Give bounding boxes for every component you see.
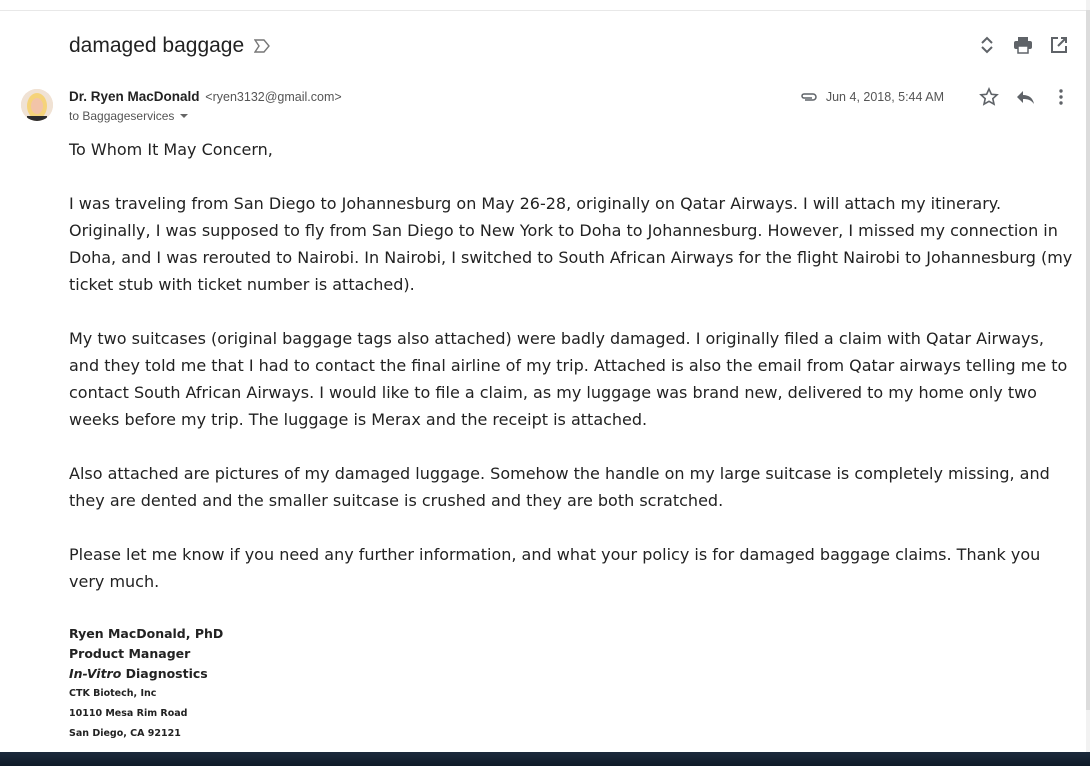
message-meta <box>784 86 1072 108</box>
signature-name: Ryen MacDonald, PhD <box>69 626 224 641</box>
message-date: Jun 4, 2018, 5:44 AM <box>825 90 944 104</box>
body-paragraph-2: My two suitcases (original baggage tags also attached) were badly damaged. I originally filed a claim with Qatar Airways, and they told me that I had to contact the final airline of my trip. Attached is also the email from Qatar airways telling me to contact South African Airways. I would like to file a claim, as my luggage was brand new, delivered to my home only two weeks before my trip. The luggage is Merax and the receipt is attached. <box>69 329 1068 429</box>
label-important-icon[interactable] <box>254 37 272 55</box>
signature-department-rest: Diagnostics <box>121 666 208 681</box>
greeting: To Whom It May Concern, <box>69 140 273 159</box>
sender-name[interactable]: Dr. Ryen MacDonald <box>69 89 200 104</box>
recipient-line[interactable] <box>69 109 342 123</box>
body-paragraph-4: Please let me know if you need any further information, and what your policy is for damaged baggage claims. Thank you very much. <box>69 545 1041 591</box>
more-vert-icon[interactable] <box>1050 86 1072 108</box>
unfold-icon[interactable] <box>976 34 998 56</box>
taskbar-strip <box>0 752 1090 766</box>
body-paragraph-3: Also attached are pictures of my damaged luggage. Somehow the handle on my large suitcase is completely missing, and they are dented and the smaller suitcase is crushed and they are both scratched. <box>69 464 1050 510</box>
body-paragraph-1: I was traveling from San Diego to Johannesburg on May 26-28, originally on Qatar Airways. I will attach my itinerary. Originally, I was supposed to fly from San Diego to New York to Doha to Johannesburg. However, I missed my connection in Doha, and I was rerouted to Nairobi. In Nairobi, I switched to South African Airways for the flight Nairobi to Johannesburg (my ticket stub with ticket number is attached). <box>69 194 1073 294</box>
paperclip-icon <box>798 86 820 108</box>
signature-address-line-2: San Diego, CA 92121 <box>69 728 181 739</box>
top-actions <box>976 34 1070 56</box>
chevron-down-icon[interactable] <box>180 114 188 118</box>
email-body <box>69 136 1079 622</box>
signature-company: CTK Biotech, Inc <box>69 688 157 699</box>
printer-icon[interactable] <box>1012 34 1034 56</box>
signature-title: Product Manager <box>69 646 191 661</box>
top-divider <box>0 10 1090 11</box>
open-in-new-icon[interactable] <box>1048 34 1070 56</box>
recipient-name: Baggageservices <box>82 109 175 123</box>
sender-line <box>69 89 342 104</box>
sender-email: <ryen3132@gmail.com> <box>205 90 342 104</box>
signature-address-line-1: 10110 Mesa Rim Road <box>69 708 188 719</box>
subject-row <box>69 30 272 62</box>
signature-department-italic: In-Vitro <box>69 666 122 681</box>
signature-department <box>69 664 223 684</box>
to-prefix: to <box>69 109 80 123</box>
email-subject: damaged baggage <box>69 34 245 57</box>
reply-icon[interactable] <box>1014 86 1036 108</box>
scrollbar-thumb[interactable] <box>1086 10 1090 710</box>
star-icon[interactable] <box>978 86 1000 108</box>
avatar[interactable] <box>21 89 53 121</box>
signature <box>69 624 223 744</box>
sender-block <box>69 89 342 123</box>
